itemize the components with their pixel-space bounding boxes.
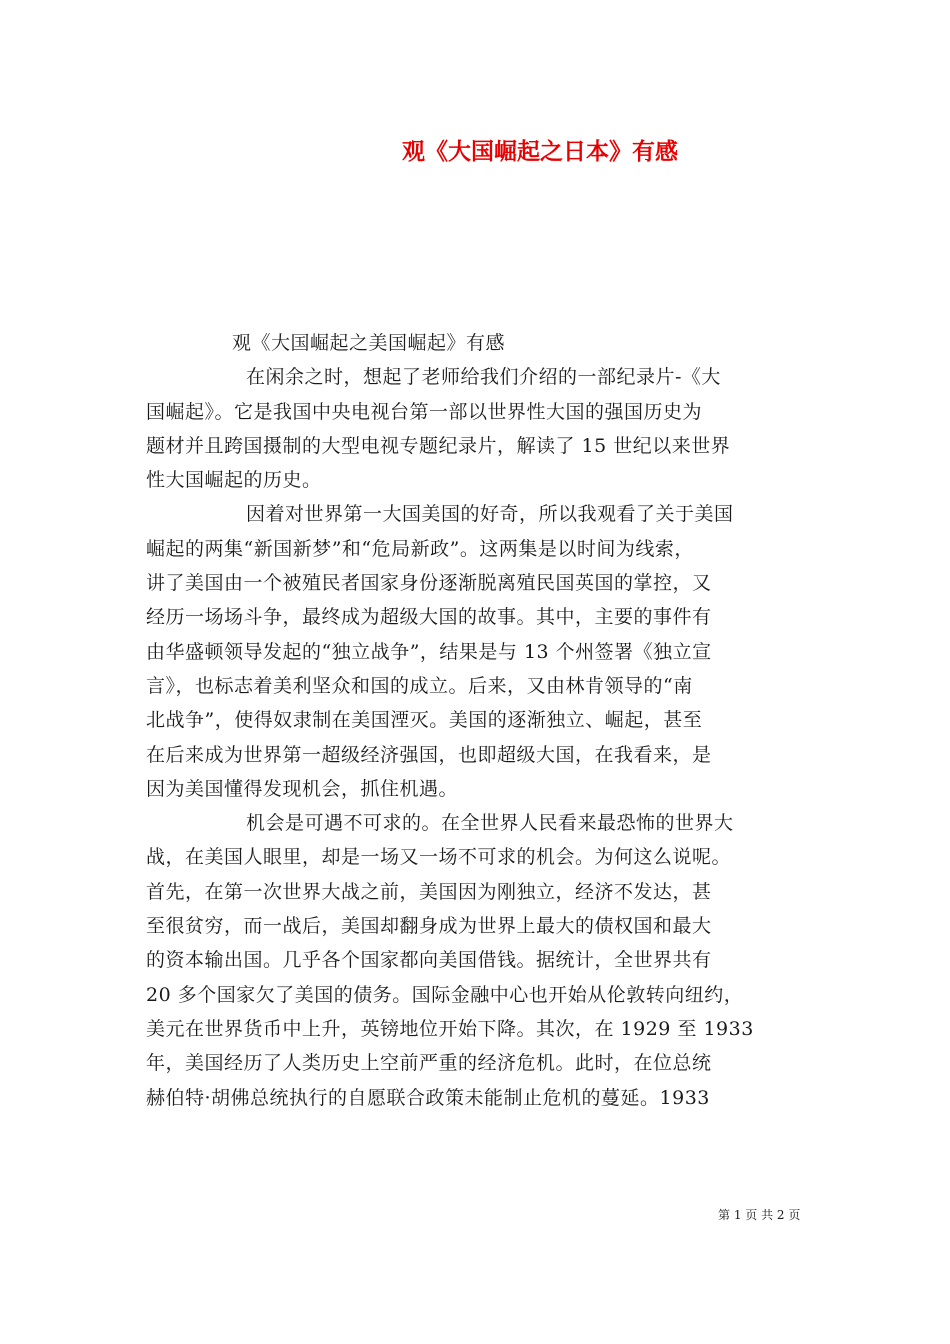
paragraph-line: 战，在美国人眼里，却是一场又一场不可求的机会。为何这么说呢。 [146, 846, 732, 869]
paragraph-line: 因着对世界第一大国美国的好奇，所以我观看了关于美国 [246, 503, 734, 526]
paragraph-line: 美元在世界货币中上升，英镑地位开始下降。其次，在 1929 至 1933 [146, 1017, 754, 1040]
page-number: 第 1 页 共 2 页 [718, 1208, 801, 1222]
paragraph-line: 因为美国懂得发现机会，抓住机遇。 [146, 777, 459, 800]
paragraph-line: 20 多个国家欠了美国的债务。国际金融中心也开始从伦敦转向纽约， [146, 983, 744, 1006]
paragraph-line: 言》，也标志着美利坚众和国的成立。后来，又由林肯领导的“南 [146, 674, 693, 697]
paragraph-line: 北战争”，使得奴隶制在美国湮灭。美国的逐渐独立、崛起，甚至 [146, 709, 703, 732]
paragraph-line: 崛起的两集“新国新梦”和“危局新政”。这两集是以时间为线索， [146, 537, 694, 560]
paragraph-line: 由华盛顿领导发起的“独立战争”，结果是与 13 个州签署《独立宣 [146, 640, 712, 663]
document-title: 观《大国崛起之日本》有感 [402, 138, 678, 165]
paragraph-line: 赫伯特·胡佛总统执行的自愿联合政策未能制止危机的蔓延。1933 [146, 1086, 710, 1109]
paragraph-line: 讲了美国由一个被殖民者国家身份逐渐脱离殖民国英国的掌控，又 [146, 572, 712, 595]
paragraph-line: 年，美国经历了人类历史上空前严重的经济危机。此时，在位总统 [146, 1052, 712, 1075]
paragraph-line: 的资本输出国。几乎各个国家都向美国借钱。据统计，全世界共有 [146, 949, 712, 972]
essay-subtitle: 观《大国崛起之美国崛起》有感 [232, 332, 506, 354]
paragraph-line: 至很贫穷，而一战后，美国却翻身成为世界上最大的债权国和最大 [146, 915, 712, 938]
paragraph-line: 机会是可遇不可求的。在全世界人民看来最恐怖的世界大 [246, 812, 734, 835]
paragraph-line: 在后来成为世界第一超级经济强国，也即超级大国，在我看来，是 [146, 743, 712, 766]
paragraph-line: 国崛起》。它是我国中央电视台第一部以世界性大国的强国历史为 [146, 400, 703, 423]
document-body [146, 326, 822, 1115]
paragraph-line: 在闲余之时，想起了老师给我们介绍的一部纪录片-《大 [246, 366, 721, 389]
paragraph-line: 性大国崛起的历史。 [146, 469, 322, 492]
paragraph-line: 首先，在第一次世界大战之前，美国因为刚独立，经济不发达，甚 [146, 880, 712, 903]
paragraph-line: 经历一场场斗争，最终成为超级大国的故事。其中，主要的事件有 [146, 606, 712, 629]
paragraph-line: 题材并且跨国摄制的大型电视专题纪录片，解读了 15 世纪以来世界 [146, 434, 731, 457]
